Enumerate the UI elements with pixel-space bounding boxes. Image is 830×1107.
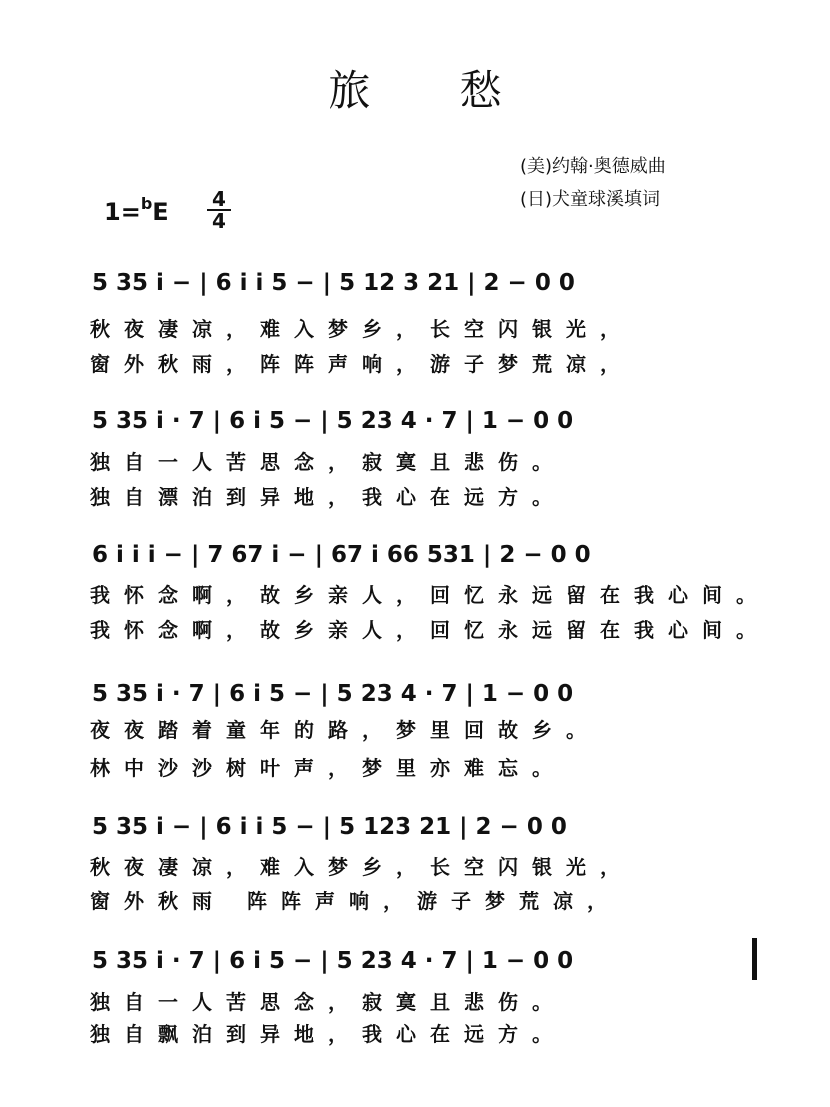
- meter-top: 4: [212, 187, 226, 211]
- final-barline: [752, 938, 757, 980]
- lyric-line: 独自飘泊到异地，我心在远方。: [90, 1022, 566, 1046]
- notes-text: 5 35 i − | 6 i i 5 − | 5 12 3 21 | 2 − 0 0: [92, 270, 575, 296]
- notation-row: [0, 534, 830, 574]
- lyric-line: 林中沙沙树叶声，梦里亦难忘。: [90, 756, 566, 780]
- lyric-line: 夜夜踏着童年的路，梦里回故乡。: [90, 718, 600, 742]
- notation-row: [0, 806, 830, 846]
- notes-text: 5 35 i − | 6 i i 5 − | 5 123 21 | 2 − 0 0: [92, 814, 567, 840]
- time-signature: [207, 187, 231, 233]
- notes-text: 6 i i i − | 7 67 i − | 67 i 66 531 | 2 − 0 0: [92, 542, 591, 568]
- lyric-line: 我怀念啊，故乡亲人，回忆永远留在我心间。: [90, 583, 770, 607]
- flat-symbol: b: [140, 194, 153, 213]
- lyric-line: 窗外秋雨，阵阵声响，游子梦荒凉，: [90, 352, 634, 376]
- notation-row: [0, 262, 830, 302]
- key-prefix: 1=: [104, 198, 141, 226]
- lyric-line: 窗外秋雨 阵阵声响，游子梦荒凉，: [90, 889, 621, 913]
- composer-credit: (美)约翰·奥德威曲: [520, 156, 666, 177]
- lyric-line: 我怀念啊，故乡亲人，回忆永远留在我心间。: [90, 618, 770, 642]
- lyric-line: 秋夜凄凉，难入梦乡，长空闪银光，: [90, 855, 634, 879]
- meter-bottom: 4: [212, 209, 226, 233]
- notation-row: [0, 673, 830, 713]
- lyric-line: 独自一人苦思念，寂寞且悲伤。: [90, 450, 566, 474]
- key-note: E: [152, 198, 169, 226]
- key-signature: [104, 194, 169, 226]
- song-title: 旅 愁: [328, 66, 540, 115]
- notes-text: 5 35 i · 7 | 6 i 5 − | 5 23 4 · 7 | 1 − 0 0: [92, 408, 574, 434]
- lyricist-credit: (日)犬童球溪填词: [520, 189, 661, 210]
- notes-text: 5 35 i · 7 | 6 i 5 − | 5 23 4 · 7 | 1 − 0 0: [92, 681, 574, 707]
- lyric-line: 独自漂泊到异地，我心在远方。: [90, 485, 566, 509]
- notation-row: [0, 400, 830, 440]
- lyric-line: 独自一人苦思念，寂寞且悲伤。: [90, 990, 566, 1014]
- notes-text: 5 35 i · 7 | 6 i 5 − | 5 23 4 · 7 | 1 − 0 0: [92, 948, 574, 974]
- notation-row: [0, 940, 830, 980]
- lyric-line: 秋夜凄凉，难入梦乡，长空闪银光，: [90, 317, 634, 341]
